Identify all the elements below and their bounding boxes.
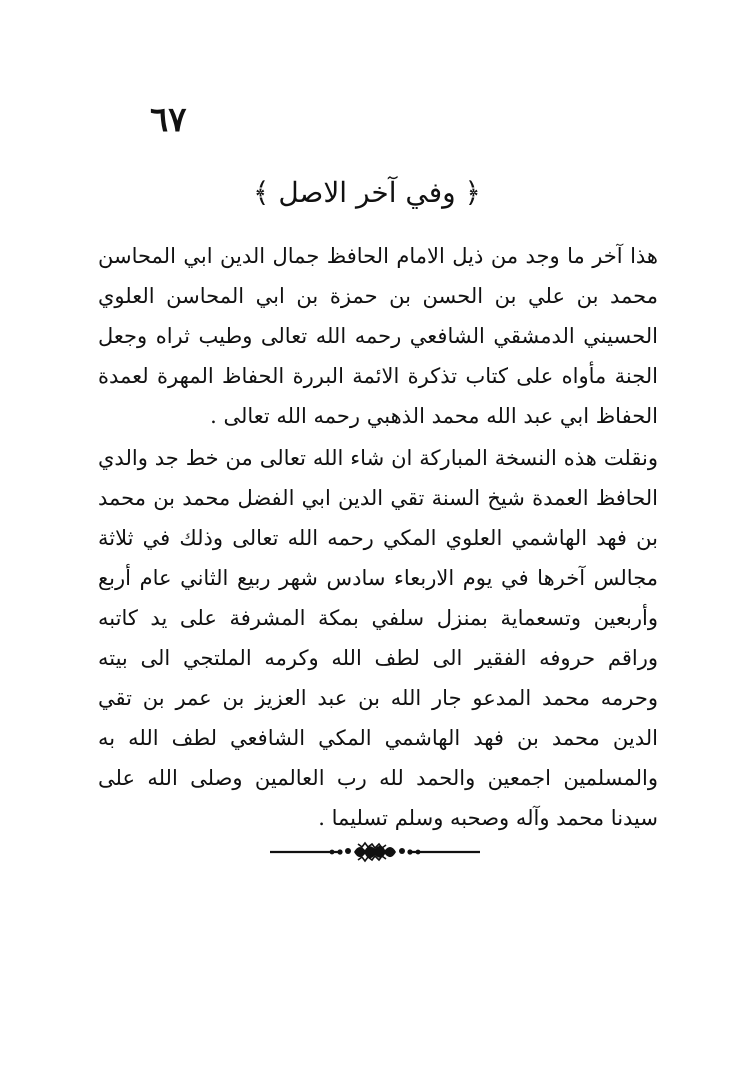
section-heading: ﴿ وفي آخر الاصل ﴾ bbox=[253, 176, 481, 209]
paragraph-1: هذا آخر ما وجد من ذيل الامام الحافظ جمال الدين ابي المحاسن محمد بن علي بن الحسن بن حمزة بن ابي المحاسن العلوي الحسيني الدمشقي الشافعي رحمه الله تعالى وطيب ثراه وجعل الجنة مأواه على كتاب تذكرة الائمة البررة الحفاظ المهرة لعمدة الحفاظ ابي عبد الله محمد الذهبي رحمه الله تعالى . bbox=[98, 244, 658, 428]
end-of-text-ornament bbox=[268, 838, 482, 866]
page-number: ٦٧ bbox=[150, 100, 187, 140]
paragraph-2: ونقلت هذه النسخة المباركة ان شاء الله تعالى من خط جد والدي الحافظ العمدة شيخ السنة تقي الدين ابي الفضل محمد بن محمد بن فهد الهاشمي العلوي المكي رحمه الله تعالى وذلك في ثلاثة مجالس آخرها في يوم الاربعاء سادس شهر ربيع الثاني عام أربع وأربعين وتسعماية بمنزل سلفي بمكة المشرفة على يد كاتبه وراقم حروفه الفقير الى لطف الله وكرمه الملتجي الى بيته وحرمه محمد المدعو جار الله بن عبد العزيز بن عمر بن تقي الدين محمد بن فهد الهاشمي المكي الشافعي لطف الله به والمسلمين اجمعين والحمد لله رب العالمين وصلى الله على سيدنا محمد وآله وصحبه وسلم تسليما . bbox=[98, 446, 658, 830]
